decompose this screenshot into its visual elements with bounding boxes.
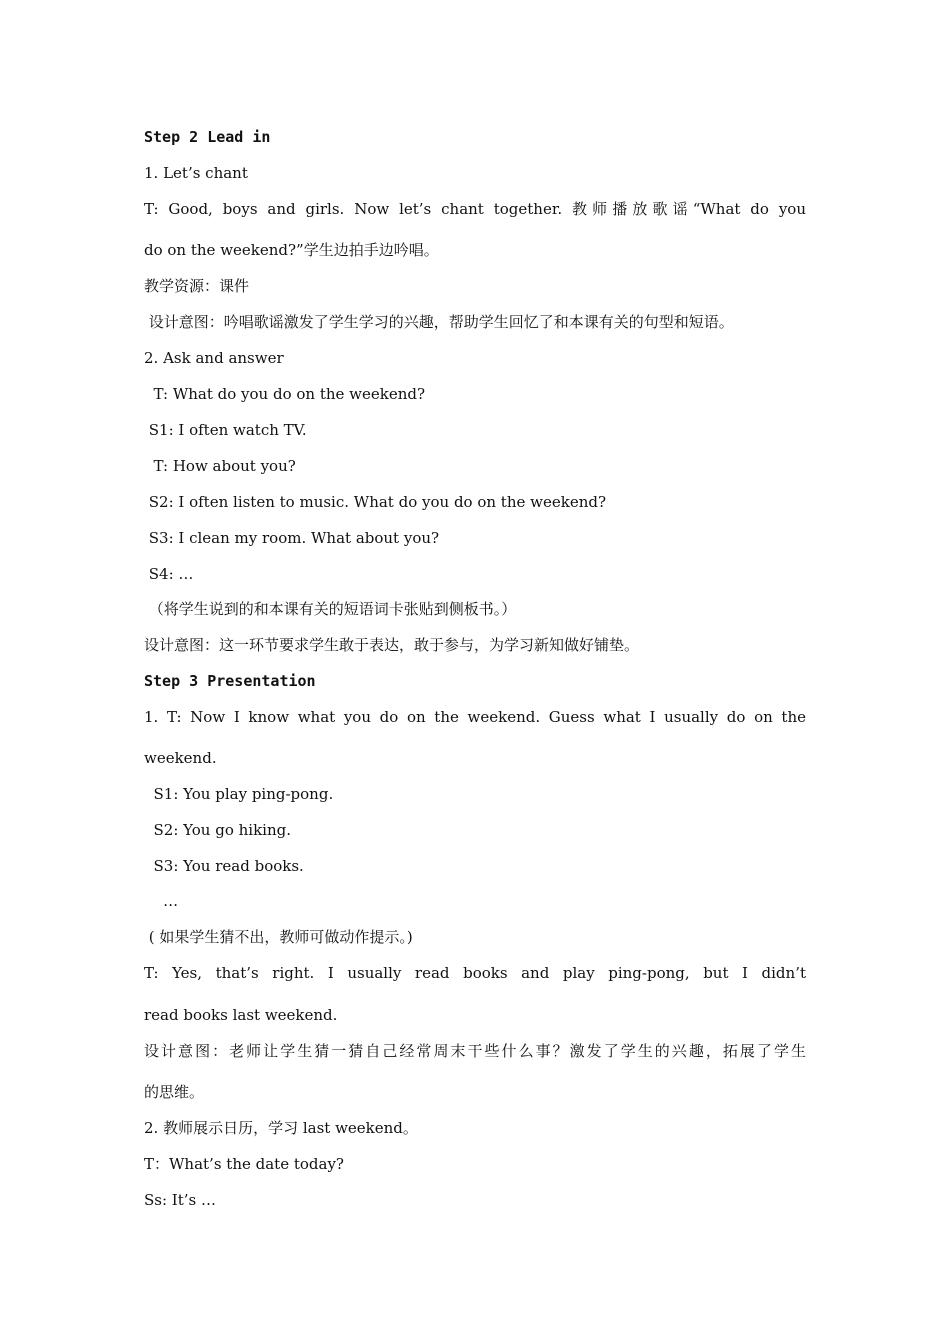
paragraph-line: 2. 教师展示日历，学习 last weekend。 <box>144 1119 418 1137</box>
paragraph-line: S2: You go hiking. <box>144 821 292 839</box>
paragraph-line: do on the weekend?”学生边拍手边吟唱。 <box>144 241 439 259</box>
paragraph-line: 的思维。 <box>144 1083 205 1101</box>
paragraph-line: 1. T: Now I know what you do on the weekend. Guess what I usually do on the <box>144 708 806 726</box>
paragraph-line: S3: I clean my room. What about you? <box>144 529 440 547</box>
paragraph-line: 1. Let’s chant <box>144 164 248 182</box>
paragraph-line: 设计意图：吟唱歌谣激发了学生学习的兴趣，帮助学生回忆了和本课有关的句型和短语。 <box>144 313 734 331</box>
paragraph-line: S4: … <box>144 565 194 583</box>
step-2-heading: Step 2 Lead in <box>144 128 271 146</box>
paragraph-line: 设计意图：老师让学生猜一猜自己经常周末干些什么事？激发了学生的兴趣，拓展了学生 <box>144 1042 806 1060</box>
paragraph-line: 2. Ask and answer <box>144 349 284 367</box>
paragraph-line: 教学资源：课件 <box>144 277 250 295</box>
paragraph-line: S3: You read books. <box>144 857 304 875</box>
paragraph-line: （将学生说到的和本课有关的短语词卡张贴到侧板书。） <box>144 600 517 618</box>
paragraph-line: T: How about you? <box>144 457 296 475</box>
paragraph-line: weekend. <box>144 749 217 767</box>
paragraph-line: T: Yes, that’s right. I usually read books and play ping-pong, but I didn’t <box>144 964 806 982</box>
step-3-heading: Step 3 Presentation <box>144 672 316 690</box>
paragraph-line: ( 如果学生猜不出，教师可做动作提示。) <box>144 928 413 946</box>
paragraph-line: S1: You play ping-pong. <box>144 785 334 803</box>
paragraph-line: read books last weekend. <box>144 1006 338 1024</box>
paragraph-line: S2: I often listen to music. What do you do on the weekend? <box>144 493 606 511</box>
paragraph-line: T: Good, boys and girls. Now let’s chant together. 教师播放歌谣“What do you <box>144 200 806 218</box>
paragraph-line: Ss: It’s … <box>144 1191 216 1209</box>
paragraph-line: 设计意图：这一环节要求学生敢于表达，敢于参与，为学习新知做好铺垫。 <box>144 636 640 654</box>
paragraph-line: … <box>144 892 179 910</box>
paragraph-line: T：What’s the date today? <box>144 1155 344 1173</box>
paragraph-line: S1: I often watch TV. <box>144 421 307 439</box>
paragraph-line: T: What do you do on the weekend? <box>144 385 426 403</box>
